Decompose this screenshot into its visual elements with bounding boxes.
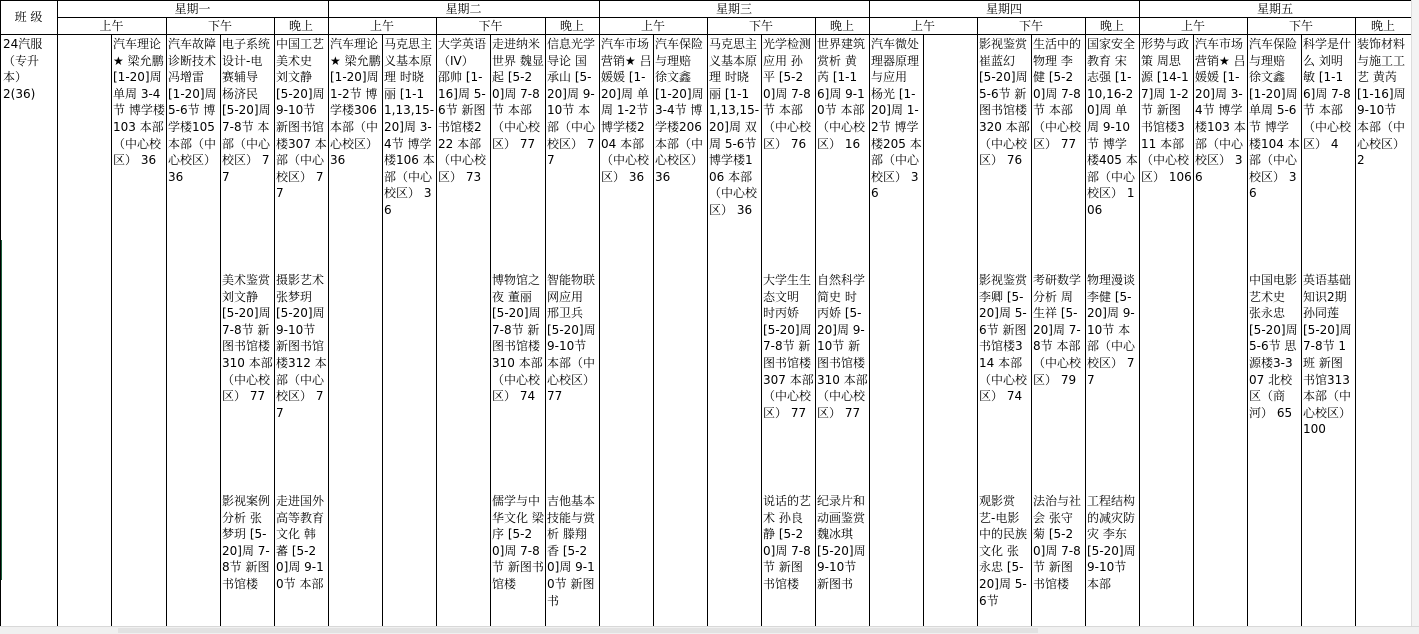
course-entry: 中国电影艺术史 张永忠 [5-20]周 5-6节 思源楼3-307 北校区（商河） 65 [1249,273,1298,420]
period-header: 上午 [1180,19,1205,33]
course-entry: 智能物联网应用 邢卫兵 [5-20]周 9-10节 本部（中心校区） 77 [547,273,596,404]
course-entry: 儒学与中华文化 梁序 [5-20]周 7-8节 新图书馆楼 [492,494,544,591]
course-entry: 观影赏艺-电影中的民族文化 张永忠 [5-20]周 5-6节 [979,494,1028,608]
course-entry: 装饰材料与施工工艺 黄芮 [1-16]周 9-10节 本部（中心校区） 2 [1357,37,1406,168]
period-header: 上午 [99,19,124,33]
course-entry: 物理漫谈 李健 [5-20]周 9-10节 本部（中心校区） 77 [1087,273,1136,387]
period-header: 晚上 [1370,19,1395,33]
period-header: 晚上 [288,19,313,33]
course-entry: 大学生生态文明 时丙娇 [5-20]周 7-8节 新图书馆楼307 本部（中心校区） 77 [763,273,814,420]
course-entry: 纪录片和动画鉴赏 魏冰琪 [5-20]周 9-10节 新图书 [817,494,866,591]
course-entry: 美术鉴赏 刘文静 [5-20]周 7-8节 新图书馆楼310 本部（中心校区） 77 [222,273,273,404]
grid-line [0,0,1412,1]
period-header: 晚上 [1099,19,1124,33]
course-entry: 汽车理论★ 梁允鹏 [1-20]周 单周 3-4节 博学楼103 本部（中心校区） 36 [113,37,165,168]
course-entry: 大学英语（IV） 邵帅 [1-16]周 5-6节 新图书馆楼222 本部（中心校区） 73 [438,37,487,184]
period-header: 上午 [910,19,935,33]
period-header: 晚上 [559,19,584,33]
day-header: 星期四 [985,2,1022,16]
course-entry: 汽车保险与理赔 徐文鑫 [1-20]周 单周 5-6节 博学楼104 本部（中心校区） 36 [1249,37,1300,201]
course-entry: 走进纳米世界 魏显起 [5-20]周 7-8节 本部（中心校区） 77 [492,37,544,151]
course-entry: 走进国外高等教育文化 韩蕃 [5-20]周 9-10节 本部 [276,494,325,591]
day-header: 星期一 [174,2,211,16]
course-entry: 法治与社会 张守菊 [5-20]周 7-8节 新图书馆楼 [1033,494,1082,591]
class-name-cell: 24汽服（专升本）2(36) [3,37,43,101]
course-entry: 影视案例分析 张梦玥 [5-20]周 7-8节 新图书馆楼 [222,494,271,591]
period-header: 下午 [1018,19,1043,33]
grid-line [923,34,924,626]
course-entry: 英语基础知识2期 孙同莲 [5-20]周 7-8节 1班 新图书馆313 本部（中心校区） 100 [1303,273,1352,437]
course-entry: 马克思主义基本原理 时晓丽 [1-11,13,15-20]周 3-4节 博学楼106 本部（中心校区） 36 [384,37,435,217]
course-entry: 博物馆之夜 董丽 [5-20]周 7-8节 新图书馆楼310 本部（中心校区） 74 [492,273,543,404]
grid-line [0,34,1412,35]
course-entry: 电子系统设计-电赛辅导 杨济民 [5-20]周 7-8节 本部（中心校区） 77 [222,37,271,184]
period-header: 上午 [369,19,394,33]
course-entry: 吉他基本技能与赏析 滕翔香 [5-20]周 9-10节 新图书 [547,494,596,608]
course-entry: 汽车微处理器原理与应用 杨光 [1-20]周 1-2节 博学楼205 本部（中心校区） 36 [871,37,922,201]
course-entry: 影视鉴赏 崔蓝幻 [5-20]周 5-6节 新图书馆楼320 本部（中心校区） 76 [979,37,1030,168]
course-entry: 科学是什么 刘明敏 [1-16]周 7-8节 本部（中心校区） 4 [1303,37,1352,151]
course-entry: 汽车保险与理赔 徐文鑫 [1-20]周 3-4节 博学楼206 本部（中心校区） 36 [655,37,704,184]
course-entry: 汽车市场营销★ 吕媛媛 [1-20]周 3-4节 博学楼103 本部（中心校区） 36 [1195,37,1246,184]
course-entry: 光学检测应用 孙平 [5-20]周 7-8节 本部（中心校区） 76 [763,37,812,151]
course-entry: 信息光学导论 国承山 [5-20]周 9-10节 本部（中心校区） 77 [547,37,596,168]
course-entry: 生活中的物理 李健 [5-20]周 7-8节 本部（中心校区） 77 [1033,37,1082,151]
class-column-header: 班 级 [14,10,43,24]
horizontal-scrollbar-thumb[interactable] [118,628,1038,633]
course-entry: 汽车市场营销★ 吕媛媛 [1-20]周 单周 1-2节 博学楼204 本部（中心校区） 36 [601,37,652,184]
course-entry: 形势与政策 周思源 [14-17]周 1-2节 新图书馆楼311 本部（中心校区） 106 [1141,37,1192,184]
period-header: 下午 [207,19,232,33]
vertical-scrollbar[interactable] [1411,0,1419,626]
course-entry: 中国工艺美术史 刘文静 [5-20]周 9-10节 新图书馆楼307 本部（中心校区） 77 [276,37,327,201]
course-entry: 国家安全教育 宋志强 [1-10,16-20]周 单周 9-10节 博学楼405 本部（中心校区） 106 [1087,37,1138,217]
day-header: 星期二 [445,2,482,16]
course-entry: 汽车故障诊断技术 冯增雷 [1-20]周 5-6节 博学楼105 本部（中心校区） 36 [168,37,217,184]
course-entry: 汽车理论★ 梁允鹏 [1-20]周 1-2节 博学楼306 本部（中心校区） 36 [330,37,381,168]
course-entry: 摄影艺术 张梦玥 [5-20]周 9-10节 新图书馆楼312 本部（中心校区） 77 [276,273,327,420]
course-entry: 考研数学分析 周生祥 [5-20]周 7-8节 本部（中心校区） 79 [1033,273,1082,387]
course-entry: 工程结构的减灾防灾 李东 [5-20]周 9-10节 本部 [1087,494,1136,591]
day-header: 星期三 [715,2,752,16]
period-header: 晚上 [829,19,854,33]
day-header: 星期五 [1256,2,1293,16]
course-entry: 世界建筑赏析 黄芮 [1-16]周 9-10节 本部（中心校区） 16 [817,37,866,151]
period-header: 下午 [1288,19,1313,33]
grid-line [57,0,58,626]
period-header: 上午 [640,19,665,33]
course-entry: 马克思主义基本原理 时晓丽 [1-11,13,15-20]周 双周 5-6节 博学楼106 本部（中心校区） 36 [709,37,760,217]
grid-line [57,17,1412,18]
course-entry: 说话的艺术 孙良静 [5-20]周 7-8节 新图书馆楼 [763,494,812,591]
course-entry: 自然科学简史 时丙娇 [5-20]周 9-10节 新图书馆楼310 本部（中心校区） 77 [817,273,868,420]
period-header: 下午 [478,19,503,33]
period-header: 下午 [748,19,773,33]
course-entry: 影视鉴赏 李卿 [5-20]周 5-6节 新图书馆楼314 本部（中心校区） 74 [979,273,1028,404]
